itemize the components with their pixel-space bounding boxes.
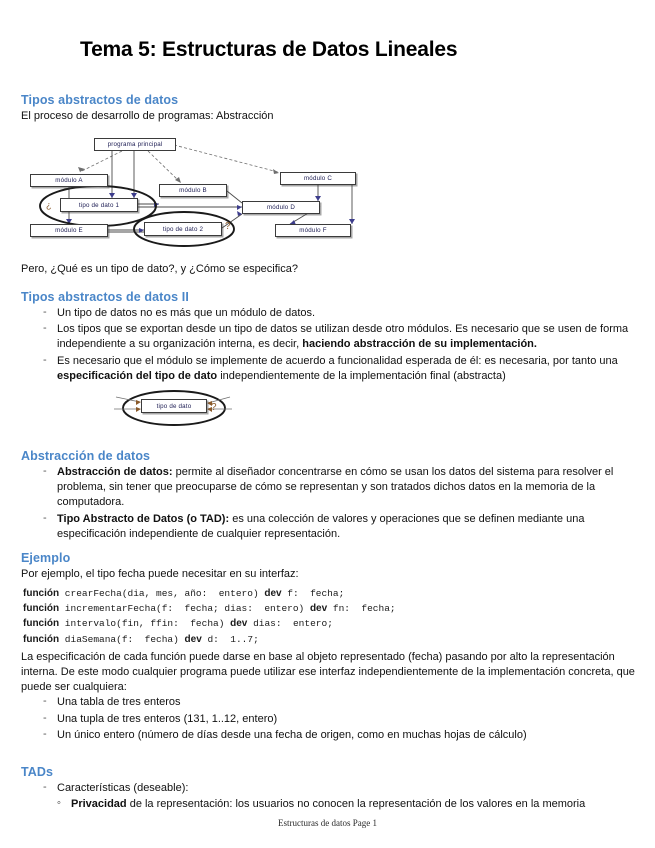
section-tads <box>21 765 639 812</box>
section-heading-tipos-abstractos-ii: Tipos abstractos de datos II <box>21 290 189 304</box>
code-keyword-dev: dev <box>184 633 202 645</box>
list-item <box>43 712 639 727</box>
bullet-text-3b: independientemente de la implementación final (abstracta) <box>217 369 506 382</box>
tads-privacidad-text: de la representación: los usuarios no conocen la representación de los valores en la memoria <box>126 798 586 811</box>
code-body: crearFecha(dia, mes, año: entero) <box>59 587 265 599</box>
bullet-list-tipos-ii <box>21 306 639 384</box>
section-heading-tipos-abstractos: Tipos abstractos de datos <box>21 93 179 107</box>
code-keyword-dev: dev <box>230 618 248 630</box>
list-item <box>43 306 639 321</box>
diagram-box-modulo-c: módulo C <box>280 172 356 185</box>
bullet-list-abstraccion <box>21 465 639 542</box>
list-item <box>43 322 639 352</box>
bullet-text-tad: es una colección de valores y operaciones que se definen mediante una especificación independiente de cualquier representación. <box>57 512 585 540</box>
section-tipos-abstractos <box>21 93 639 124</box>
code-line <box>23 632 639 647</box>
code-keyword-dev: dev <box>264 587 282 599</box>
section-heading-tads: TADs <box>21 765 54 779</box>
diagram-box-modulo-b: módulo B <box>159 184 227 197</box>
code-line <box>23 616 639 631</box>
diagram-question-mark-right: ? <box>225 221 231 232</box>
list-item <box>43 512 639 542</box>
tads-privacidad-bold: Privacidad <box>71 798 127 811</box>
section-heading-ejemplo: Ejemplo <box>21 551 71 565</box>
impl-text-1: Una tabla de tres enteros <box>57 696 181 709</box>
question-paragraph: Pero, ¿Qué es un tipo de dato?, y ¿Cómo se especifica? <box>21 263 298 275</box>
diagram-small-box-tipo-de-dato: tipo de dato <box>141 399 207 413</box>
diagram-small-question-mark: ? <box>211 402 217 413</box>
tads-caracteristicas-text: Características (deseable): <box>57 782 189 794</box>
list-item <box>43 354 639 384</box>
intro-paragraph-abstraccion: El proceso de desarrollo de programas: Abstracción <box>21 110 274 122</box>
diagram-box-modulo-f: módulo F <box>275 224 351 237</box>
impl-text-3: Un único entero (número de días desde una fecha de origen, como en muchas hojas de cálculo) <box>57 728 527 741</box>
list-item <box>43 695 639 710</box>
page-footer: Estructuras de datos Page 1 <box>278 818 377 828</box>
code-block-fecha <box>21 586 639 647</box>
code-body: incrementarFecha(f: fecha; dias: entero) <box>59 603 310 615</box>
list-item <box>43 465 639 511</box>
diagram-box-modulo-e: módulo E <box>30 224 108 237</box>
code-body-2: fn: fecha; <box>327 603 396 615</box>
diagram-box-modulo-a: módulo A <box>30 174 108 187</box>
bullet-bold-2: haciendo abstracción de su implementación. <box>302 338 537 351</box>
ejemplo-after-code-paragraph: La especificación de cada función puede darse en base al objeto representado (fecha) pasando por alto la representación interna. De este modo cualquier programa puede utilizar ese interfaz independientemente de la implementación concreta, que puede ser cualquiera: <box>21 650 635 693</box>
diagram-box-tipo-de-dato-2: tipo de dato 2 <box>144 222 222 236</box>
bullet-list-tads-sub <box>21 797 639 812</box>
code-line <box>23 601 639 616</box>
section-abstraccion-de-datos <box>21 449 639 543</box>
code-body-2: d: 1..7; <box>201 633 259 645</box>
impl-text-2: Una tupla de tres enteros (131, 1..12, entero) <box>57 712 278 725</box>
list-item <box>43 781 639 796</box>
code-keyword-funcion: función <box>23 633 60 645</box>
module-architecture-diagram <box>22 136 392 252</box>
bullet-bold-3: especificación del tipo de dato <box>57 369 218 382</box>
page-title: Tema 5: Estructuras de Datos Lineales <box>80 38 458 61</box>
bullet-text-2: Los tipos que se exportan desde un tipo de datos se utilizan desde otro módulos. Es necesario que se usen de forma independiente a su organización interna, es decir, <box>57 323 629 351</box>
bullet-text-1: Un tipo de datos no es más que un módulo de datos. <box>57 307 316 319</box>
bullet-text-abstraccion: permite al diseñador concentrarse en cómo se usan los datos del sistema para resolver el problema, sin tener que preocuparse de cómo se representan y son tratados dichos datos en la memoria de la computadora. <box>57 466 614 509</box>
code-keyword-funcion: función <box>23 618 60 630</box>
section-heading-abstraccion-de-datos: Abstracción de datos <box>21 449 151 463</box>
tipo-de-dato-diagram <box>108 388 258 428</box>
list-item <box>57 797 639 812</box>
section-ejemplo <box>21 551 639 744</box>
code-line <box>23 586 639 601</box>
bullet-list-tads <box>21 781 639 796</box>
diagram-box-tipo-de-dato-1: tipo de dato 1 <box>60 198 138 212</box>
bullet-text-3: Es necesario que el módulo se implemente de acuerdo a funcionalidad esperada de él: es necesaria, por tanto una <box>57 354 618 367</box>
bullet-bold-tad: Tipo Abstracto de Datos (o TAD): <box>57 512 230 525</box>
code-body: intervalo(fin, ffin: fecha) <box>59 618 231 630</box>
code-keyword-dev: dev <box>309 603 328 615</box>
code-body: diaSemana(f: fecha) <box>59 633 185 645</box>
ejemplo-intro-paragraph: Por ejemplo, el tipo fecha puede necesitar en su interfaz: <box>21 568 299 580</box>
code-body-2: dias: entero; <box>247 618 333 630</box>
diagram-box-programa-principal: programa principal <box>94 138 176 151</box>
diagram-question-mark-left: ¿ <box>46 200 52 210</box>
code-keyword-funcion: función <box>23 587 60 599</box>
section-question-line <box>21 262 639 277</box>
code-body-2: f: fecha; <box>281 587 345 599</box>
section-tipos-abstractos-ii <box>21 290 639 385</box>
diagram-box-modulo-d: módulo D <box>242 201 320 214</box>
bullet-list-implementaciones <box>21 695 639 743</box>
list-item <box>43 728 639 743</box>
bullet-bold-abstraccion: Abstracción de datos: <box>57 466 173 478</box>
code-keyword-funcion: función <box>23 603 60 615</box>
